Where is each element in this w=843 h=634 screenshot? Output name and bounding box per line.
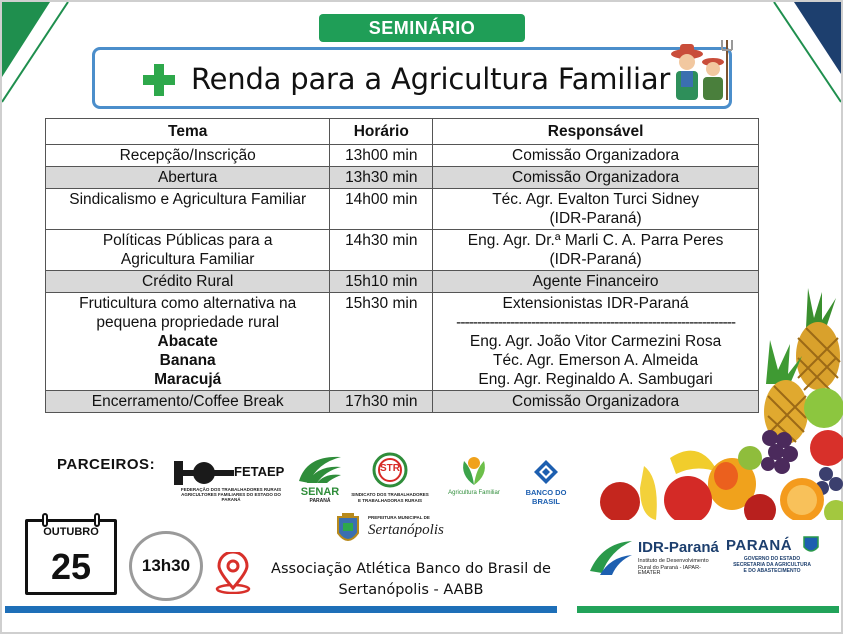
corner-decoration-right [770, 2, 841, 107]
event-time: 13h30 [141, 556, 191, 575]
responsavel-cell: Agente Financeiro [433, 271, 759, 293]
responsavel-cell [433, 189, 759, 230]
horario-cell: 13h30 min [330, 167, 433, 189]
responsavel-line: (IDR-Paraná) [549, 251, 642, 268]
fetaep-emblem [174, 461, 234, 485]
senar-name: SENAR [300, 486, 340, 498]
responsavel-cell: Comissão Organizadora [433, 391, 759, 413]
parana-name: PARANÁ [726, 537, 793, 554]
footer-stripe-blue [5, 606, 557, 613]
venue-line: Sertanópolis - AABB [338, 582, 484, 598]
title-box [92, 47, 732, 109]
header-responsavel: Responsável [433, 119, 759, 145]
tema-line: Agricultura Familiar [120, 251, 255, 268]
horario-cell: 15h10 min [330, 271, 433, 293]
tema-cell [46, 293, 330, 391]
prefeitura-name: Sertanópolis [368, 522, 444, 538]
responsavel-line: (IDR-Paraná) [549, 210, 642, 227]
parana-crest [802, 535, 820, 555]
fetaep-logo [172, 459, 290, 502]
parana-subtitle: SECRETARIA DA AGRICULTURA [733, 562, 811, 568]
tema-line: pequena propriedade rural [96, 314, 280, 331]
fruit-item: Banana [159, 352, 216, 369]
str-name: STR [380, 463, 400, 474]
fruit-item: Abacate [157, 333, 218, 350]
tema-line: Fruticultura como alternativa na [79, 295, 297, 312]
senar-logo [296, 451, 344, 507]
fetaep-name: FETAEP [234, 464, 285, 479]
responsavel-line: Téc. Agr. Evalton Turci Sidney [492, 191, 699, 208]
parana-subtitle: GOVERNO DO ESTADO [743, 556, 801, 562]
horario-cell: 17h30 min [330, 391, 433, 413]
fruits-illustration [600, 288, 843, 520]
agricultura-familiar-logo [440, 455, 508, 509]
fetaep-subtitle: FEDERAÇÃO DOS TRABALHADORES RURAIS [180, 487, 282, 492]
responsavel-line: Extensionistas IDR-Paraná [502, 295, 689, 312]
tema-cell: Crédito Rural [46, 271, 330, 293]
responsavel-line: Eng. Agr. Dr.ª Marli C. A. Parra Peres [467, 232, 724, 249]
clock-icon [129, 531, 203, 601]
str-subtitle: E TRABALHADORAS RURAIS [358, 498, 422, 503]
plus-icon [143, 64, 175, 96]
table-row [46, 189, 759, 230]
idr-subtitle: Instituto de Desenvolvimento [638, 558, 709, 564]
responsavel-cell: Comissão Organizadora [433, 145, 759, 167]
prefeitura-sertanopolis-logo [332, 513, 462, 549]
event-venue [258, 559, 564, 601]
event-title: Renda para a Agricultura Familiar [191, 62, 671, 96]
calendar-icon [25, 519, 117, 595]
responsavel-line: Eng. Agr. Reginaldo A. Sambugari [478, 371, 713, 388]
tema-cell: Sindicalismo e Agricultura Familiar [46, 189, 330, 230]
agricultura-familiar-emblem [456, 455, 492, 487]
str-logo [350, 452, 430, 508]
tema-cell: Recepção/Inscrição [46, 145, 330, 167]
horario-cell: 14h30 min [330, 230, 433, 271]
event-day: 25 [50, 546, 92, 587]
tema-cell: Abertura [46, 167, 330, 189]
fetaep-subtitle: AGRICULTORES FAMILIARES DO ESTADO DO PARANÁ [181, 492, 281, 502]
idr-parana-logo [588, 535, 722, 581]
dashed-separator: ------------------------------------------------------------------- [456, 314, 735, 331]
tema-cell: Encerramento/Coffee Break [46, 391, 330, 413]
corner-decoration-left [2, 2, 72, 107]
venue-line: Associação Atlética Banco do Brasil de [271, 561, 551, 577]
senar-subtitle: PARANÁ [309, 498, 331, 504]
table-row [46, 167, 759, 189]
partners-label: PARCEIROS: [57, 456, 156, 473]
event-month: OUTUBRO [43, 526, 99, 538]
responsavel-cell: Comissão Organizadora [433, 167, 759, 189]
banco-do-brasil-emblem [534, 460, 558, 484]
idr-emblem [588, 537, 634, 577]
footer-stripe-green [577, 606, 839, 613]
banco-do-brasil-name: BANCO DO BRASIL [525, 488, 567, 506]
horario-cell: 14h00 min [330, 189, 433, 230]
parana-governo-logo [726, 535, 826, 581]
prefeitura-subtitle: PREFEITURA MUNICIPAL DE [368, 515, 430, 520]
responsavel-cell [433, 230, 759, 271]
idr-subtitle: Rural do Paraná - IAPAR-EMATER [638, 565, 701, 576]
farmer-icon [665, 40, 735, 100]
fruit-item: Maracujá [154, 371, 222, 388]
horario-cell: 15h30 min [330, 293, 433, 391]
banco-do-brasil-logo [511, 460, 581, 506]
tema-cell [46, 230, 330, 271]
event-type-banner: SEMINÁRIO [319, 14, 525, 42]
responsavel-line: Eng. Agr. João Vitor Carmezini Rosa [469, 333, 722, 350]
responsavel-line: Téc. Agr. Emerson A. Almeida [493, 352, 699, 369]
parana-subtitle: E DO ABASTECIMENTO [743, 568, 801, 574]
tema-line: Políticas Públicas para a [102, 232, 273, 249]
table-header-row [46, 119, 759, 145]
table-row [46, 230, 759, 271]
senar-emblem [297, 451, 343, 485]
horario-cell: 13h00 min [330, 145, 433, 167]
str-subtitle: SINDICATO DOS TRABALHADORES [351, 492, 429, 497]
header-tema: Tema [46, 119, 330, 145]
location-pin-icon [213, 552, 253, 594]
idr-name: IDR-Paraná [638, 539, 719, 556]
table-row [46, 145, 759, 167]
prefeitura-crest [334, 513, 362, 547]
agricultura-familiar-name: Agricultura Familiar [448, 490, 500, 496]
header-horario: Horário [330, 119, 433, 145]
